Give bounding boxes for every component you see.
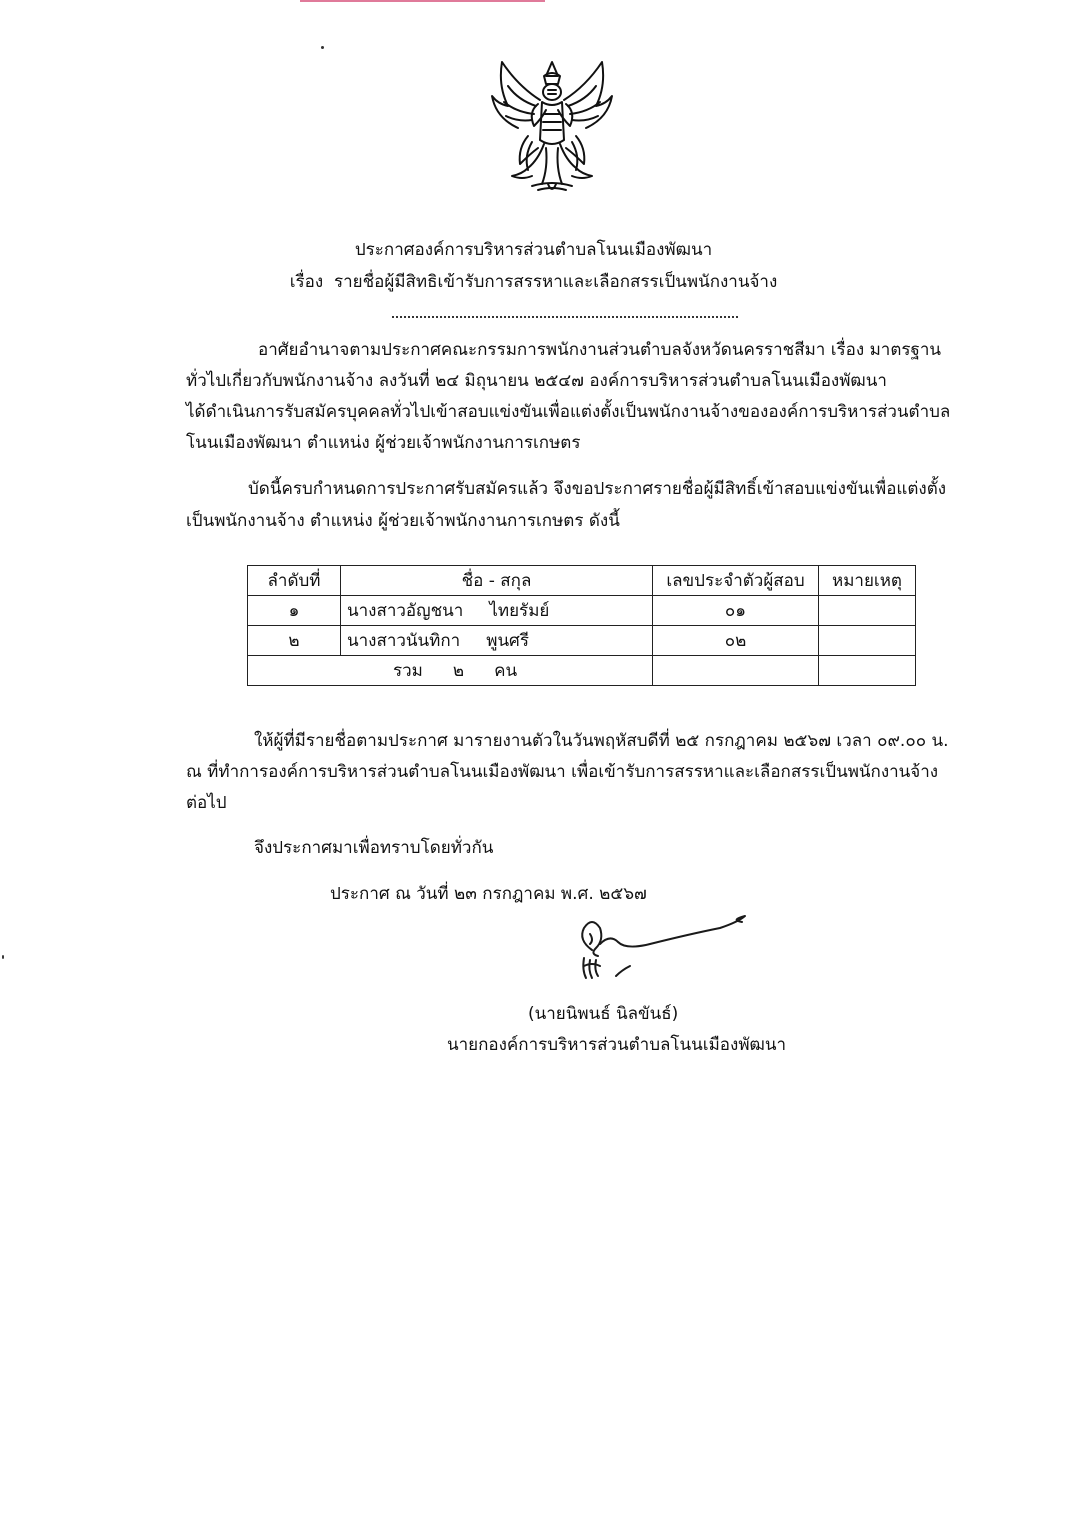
- table-row: [248, 626, 916, 656]
- para1-line-3: ได้ดำเนินการรับสมัครบุคคลทั่วไปเข้าสอบแข่งขันเพื่อแต่งตั้งเป็นพนักงานจ้างขององค์การบริหารส่วนตำบล: [186, 402, 951, 422]
- row-first-name: นางสาวอัญชนา: [347, 601, 464, 621]
- row-first-name: นางสาวนันทิกา: [347, 631, 461, 651]
- total-label: รวม: [393, 661, 423, 681]
- row-last-name: ไทยรัมย์: [489, 601, 550, 621]
- scan-top-edge-mark: [300, 0, 545, 2]
- table-total-row: [248, 656, 916, 686]
- row-name: [341, 596, 653, 626]
- table-row: [248, 596, 916, 626]
- garuda-emblem-icon: [488, 56, 616, 196]
- para3-line-1: ให้ผู้ที่มีรายชื่อตามประกาศ มารายงานตัวในวันพฤหัสบดีที่ ๒๕ กรกฎาคม ๒๕๖๗ เวลา ๐๙.๐๐ น.: [254, 731, 949, 751]
- para3-line-3: ต่อไป: [186, 793, 227, 813]
- header-exam-id: เลขประจำตัวผู้สอบ: [653, 566, 819, 596]
- subject-text: รายชื่อผู้มีสิทธิเข้ารับการสรรหาและเลือกสรรเป็นพนักงานจ้าง: [334, 272, 778, 292]
- row-order: ๒: [248, 626, 341, 656]
- para1-line-1: อาศัยอำนาจตามประกาศคณะกรรมการพนักงานส่วนตำบลจังหวัดนครราชสีมา เรื่อง มาตรฐาน: [258, 340, 942, 360]
- row-remark: [819, 626, 916, 656]
- closing-text: จึงประกาศมาเพื่อทราบโดยทั่วกัน: [254, 838, 494, 858]
- total-count: ๒: [452, 661, 465, 681]
- header-remark: หมายเหตุ: [819, 566, 916, 596]
- handwritten-signature: [570, 910, 755, 985]
- row-order: ๑: [248, 596, 341, 626]
- scan-speck: [2, 955, 4, 959]
- total-unit: คน: [494, 661, 518, 681]
- row-last-name: พูนศรี: [486, 631, 529, 651]
- announcement-title: ประกาศองค์การบริหารส่วนตำบลโนนเมืองพัฒนา: [354, 240, 713, 260]
- title-dotted-separator: [392, 316, 738, 318]
- para2-line-2: เป็นพนักงานจ้าง ตำแหน่ง ผู้ช่วยเจ้าพนักงานการเกษตร ดังนี้: [186, 511, 620, 531]
- row-name: [341, 626, 653, 656]
- total-empty-id: [653, 656, 819, 686]
- table-header-row: [248, 566, 916, 596]
- signatory-position: นายกองค์การบริหารส่วนตำบลโนนเมืองพัฒนา: [447, 1035, 787, 1055]
- para3-line-2: ณ ที่ทำการองค์การบริหารส่วนตำบลโนนเมืองพัฒนา เพื่อเข้ารับการสรรหาและเลือกสรรเป็นพนักงานจ้าง: [186, 762, 939, 782]
- row-exam-id: ๐๒: [653, 626, 819, 656]
- para1-line-2: ทั่วไปเกี่ยวกับพนักงานจ้าง ลงวันที่ ๒๔ มิถุนายน ๒๕๔๗ องค์การบริหารส่วนตำบลโนนเมืองพัฒนา: [186, 371, 887, 391]
- scan-speck: [321, 46, 324, 49]
- subject-label: เรื่อง: [289, 272, 324, 292]
- announcement-date: ประกาศ ณ วันที่ ๒๓ กรกฎาคม พ.ศ. ๒๕๖๗: [330, 884, 647, 904]
- total-cell: [248, 656, 653, 686]
- header-order: ลำดับที่: [248, 566, 341, 596]
- para2-line-1: บัดนี้ครบกำหนดการประกาศรับสมัครแล้ว จึงขอประกาศรายชื่อผู้มีสิทธิ์เข้าสอบแข่งขันเพื่อแต่งตั้ง: [248, 479, 947, 499]
- total-empty-remark: [819, 656, 916, 686]
- header-name: ชื่อ - สกุล: [341, 566, 653, 596]
- row-remark: [819, 596, 916, 626]
- para1-line-4: โนนเมืองพัฒนา ตำแหน่ง ผู้ช่วยเจ้าพนักงานการเกษตร: [186, 433, 581, 453]
- announcement-subject: [0, 270, 1067, 294]
- candidate-table: [247, 565, 916, 686]
- signatory-name: (นายนิพนธ์ นิลขันธ์): [528, 1004, 679, 1024]
- row-exam-id: ๐๑: [653, 596, 819, 626]
